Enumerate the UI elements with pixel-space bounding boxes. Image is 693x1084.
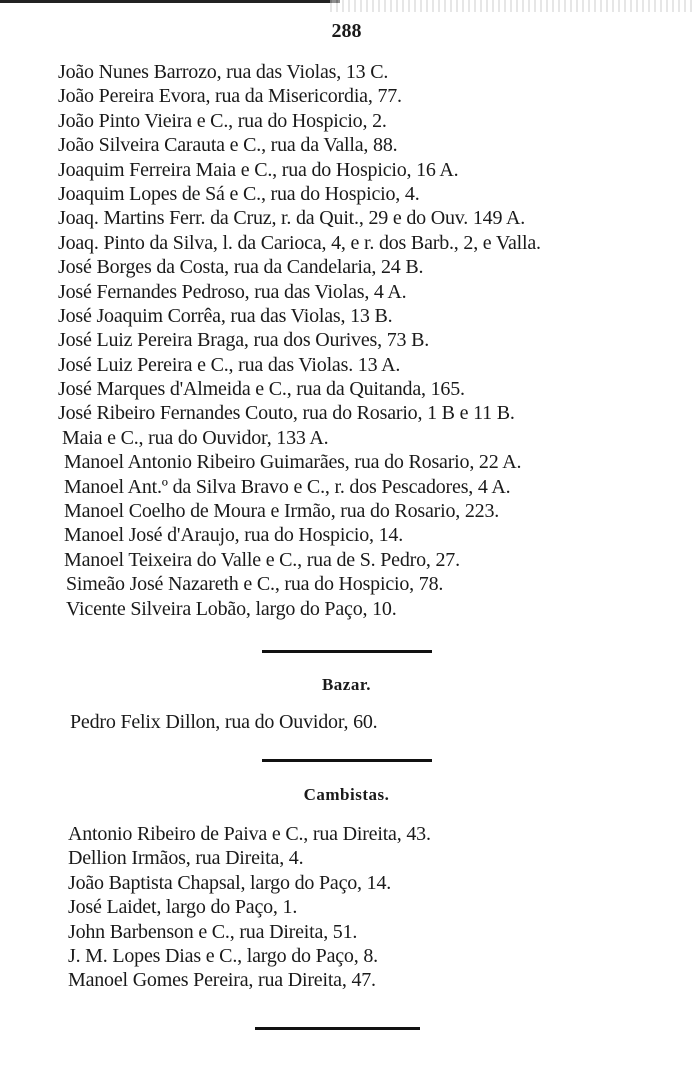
list-item: Simeão José Nazareth e C., rua do Hospicio, 78. bbox=[66, 573, 444, 596]
list-item: Manoel Antonio Ribeiro Guimarães, rua do Rosario, 22 A. bbox=[64, 451, 522, 474]
cambistas-entry-list bbox=[68, 822, 693, 993]
list-item: João Pinto Vieira e C., rua do Hospicio, 2. bbox=[58, 109, 387, 132]
section-divider bbox=[255, 1027, 420, 1030]
list-item: João Pereira Evora, rua da Misericordia, 77. bbox=[58, 85, 402, 108]
list-item: Manoel José d'Araujo, rua do Hospicio, 14. bbox=[64, 524, 404, 547]
list-item: José Fernandes Pedroso, rua das Violas, 4 A. bbox=[58, 280, 407, 303]
section-heading-cambistas: Cambistas. bbox=[303, 785, 390, 804]
list-item: Maia e C., rua do Ouvidor, 133 A. bbox=[62, 426, 329, 449]
list-item: Manoel Ant.º da Silva Bravo e C., r. dos Pescadores, 4 A. bbox=[64, 475, 511, 498]
list-item: Joaquim Ferreira Maia e C., rua do Hospicio, 16 A. bbox=[58, 158, 459, 181]
list-item: Vicente Silveira Lobão, largo do Paço, 10. bbox=[66, 597, 397, 620]
bazar-entry-list bbox=[70, 710, 693, 734]
list-item: José Joaquim Corrêa, rua das Violas, 13 B. bbox=[58, 304, 393, 327]
list-item: João Baptista Chapsal, largo do Paço, 14. bbox=[68, 871, 392, 894]
list-item: Pedro Felix Dillon, rua do Ouvidor, 60. bbox=[70, 711, 378, 733]
list-item: Joaq. Martins Ferr. da Cruz, r. da Quit., 29 e do Ouv. 149 A. bbox=[58, 207, 525, 230]
page-number: 288 bbox=[331, 20, 362, 42]
list-item: Manoel Teixeira do Valle e C., rua de S. Pedro, 27. bbox=[64, 548, 460, 571]
section-heading-bazar: Bazar. bbox=[321, 675, 372, 694]
list-item: José Borges da Costa, rua da Candelaria, 24 B. bbox=[58, 256, 424, 279]
scan-noise bbox=[330, 0, 693, 12]
list-item: J. M. Lopes Dias e C., largo do Paço, 8. bbox=[68, 944, 378, 967]
list-item: João Silveira Carauta e C., rua da Valla, 88. bbox=[58, 134, 398, 157]
section-divider bbox=[262, 650, 432, 653]
list-item: Joaq. Pinto da Silva, l. da Carioca, 4, e r. dos Barb., 2, e Valla. bbox=[58, 231, 541, 254]
list-item: Manoel Gomes Pereira, rua Direita, 47. bbox=[68, 969, 376, 992]
list-item: João Nunes Barrozo, rua das Violas, 13 C. bbox=[58, 61, 389, 83]
list-item: José Ribeiro Fernandes Couto, rua do Rosario, 1 B e 11 B. bbox=[58, 402, 515, 425]
list-item: Dellion Irmãos, rua Direita, 4. bbox=[68, 847, 304, 870]
list-item: José Laidet, largo do Paço, 1. bbox=[68, 896, 298, 919]
list-item: John Barbenson e C., rua Direita, 51. bbox=[68, 920, 358, 943]
list-item: José Luiz Pereira Braga, rua dos Ourives, 73 B. bbox=[58, 329, 430, 352]
page-edge-rule bbox=[0, 0, 340, 3]
list-item: José Marques d'Almeida e C., rua da Quitanda, 165. bbox=[58, 378, 465, 401]
list-item: Antonio Ribeiro de Paiva e C., rua Direita, 43. bbox=[68, 823, 431, 845]
list-item: José Luiz Pereira e C., rua das Violas. 13 A. bbox=[58, 353, 401, 376]
main-entry-list bbox=[58, 60, 688, 621]
section-divider bbox=[262, 759, 432, 762]
list-item: Joaquim Lopes de Sá e C., rua do Hospicio, 4. bbox=[58, 182, 420, 205]
list-item: Manoel Coelho de Moura e Irmão, rua do Rosario, 223. bbox=[64, 500, 500, 523]
